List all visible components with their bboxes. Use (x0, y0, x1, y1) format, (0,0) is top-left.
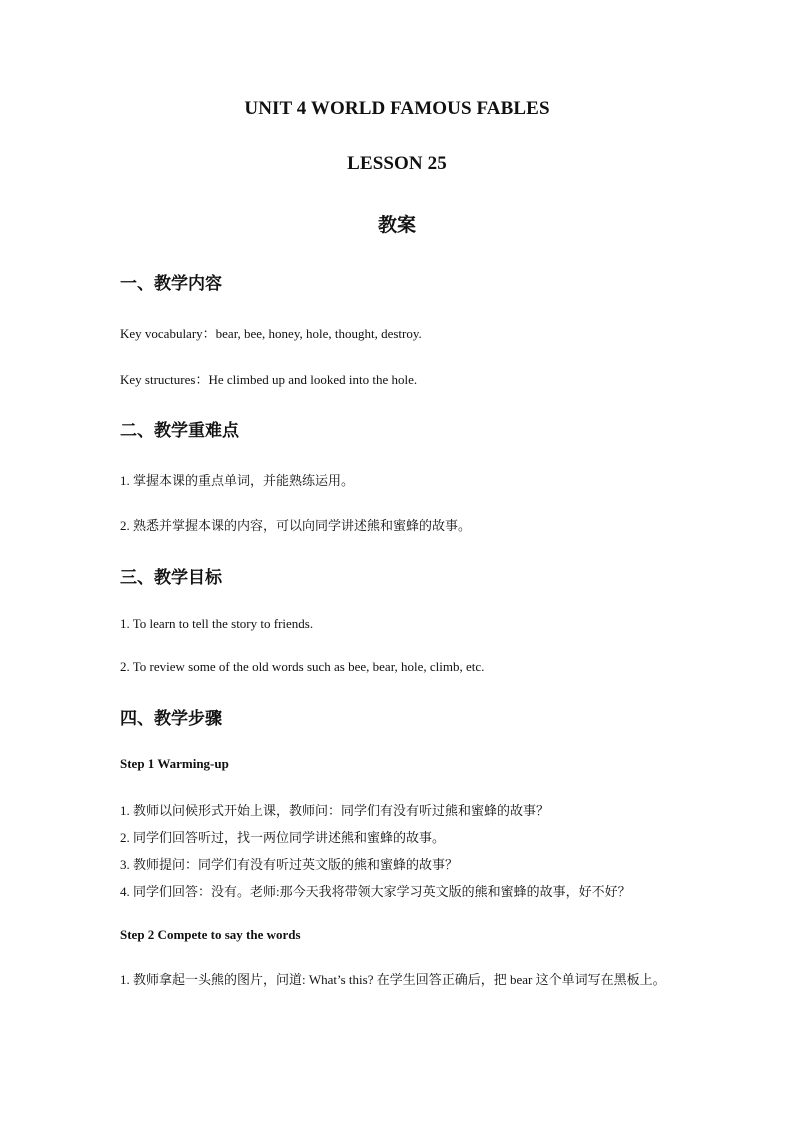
key-structures-line: Key structures：He climbed up and looked into the hole. (120, 372, 418, 387)
difficulty-line-1: 1. 掌握本课的重点单词，并能熟练运用。 (120, 473, 355, 488)
lesson-plan-title: 教案 (377, 215, 416, 236)
step-1-line-1: 1. 教师以问候形式开始上课，教师问：同学们有没有听过熊和蜜蜂的故事？ (120, 803, 550, 818)
difficulty-line-2: 2. 熟悉并掌握本课的内容，可以向同学讲述熊和蜜蜂的故事。 (120, 518, 472, 533)
step-1-line-4: 4. 同学们回答：没有。老师:那今天我将带领大家学习英文版的熊和蜜蜂的故事，好不好？ (120, 884, 631, 899)
section-heading-steps: 四、教学步骤 (120, 709, 222, 728)
step-2-title: Step 2 Compete to say the words (120, 927, 301, 942)
document-title: UNIT 4 WORLD FAMOUS FABLES (244, 98, 550, 119)
step-2-line-1: 1. 教师拿起一头熊的图片，问道: What’s this? 在学生回答正确后，把 bear 这个单词写在黑板上。 (120, 972, 666, 987)
step-1-title: Step 1 Warming-up (120, 756, 229, 771)
step-1-line-2: 2. 同学们回答听过，找一两位同学讲述熊和蜜蜂的故事。 (120, 830, 446, 845)
section-heading-objectives: 三、教学目标 (120, 568, 222, 587)
section-heading-content: 一、教学内容 (120, 274, 222, 293)
step-1-line-3: 3. 教师提问：同学们有没有听过英文版的熊和蜜蜂的故事？ (120, 857, 459, 872)
section-heading-difficulties: 二、教学重难点 (120, 421, 239, 440)
key-vocabulary-line: Key vocabulary：bear, bee, honey, hole, thought, destroy. (120, 326, 422, 341)
objective-line-1: 1. To learn to tell the story to friends. (120, 616, 314, 631)
objective-line-2: 2. To review some of the old words such as bee, bear, hole, climb, etc. (120, 659, 485, 674)
lesson-title: LESSON 25 (347, 153, 447, 174)
